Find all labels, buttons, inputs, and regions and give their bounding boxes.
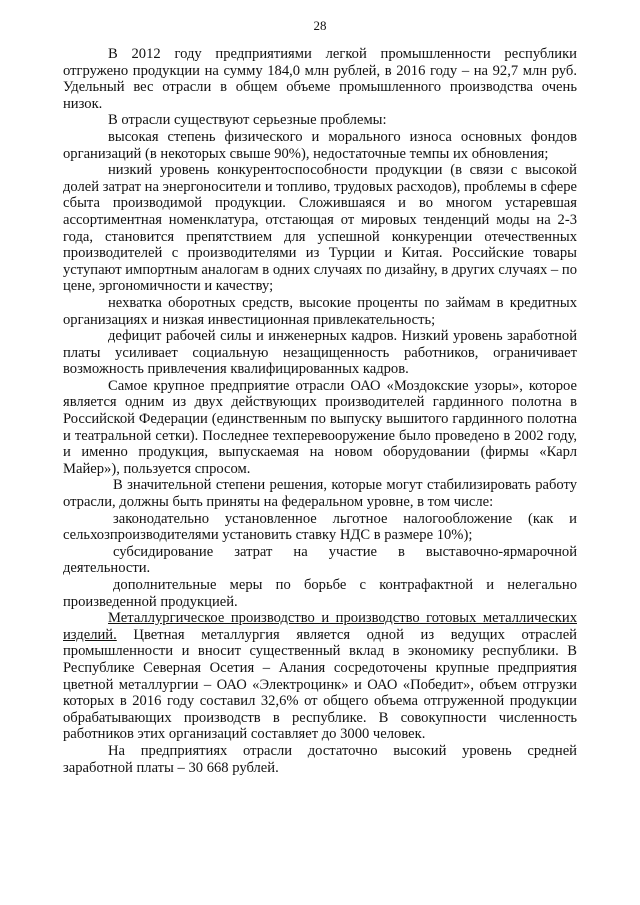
paragraph-metallurgy-text: Цветная металлургия является одной из ведущих отраслей промышленности и вносит существенный вклад в экономику республики. В Республике Северная Осетия – Алания сосредоточены крупные предприятия цветной металлургии – ОАО «Электроцинк» и ОАО «Победит», объем отгрузки которых в 2016 году составил 32,6% от общего объема отгруженной продукции обрабатывающих производств в республике. В совокупности численность работников этих организаций составляет до 3000 человек. [63, 626, 577, 743]
paragraph-problem-working-capital: нехватка оборотных средств, высокие проценты по займам в кредитных организациях и низкая инвестиционная привлекательность; [63, 294, 577, 328]
paragraph-problem-competitiveness: низкий уровень конкурентоспособности продукции (в связи с высокой долей затрат на энергоносители и топливо, трудовых расходов), проблемы в сфере сбыта производимой продукции. Сложившаяся и во многом устаревшая ассортиментная номенклатура, отстающая от мировых тенденций моды на 2-3 года, становится препятствием для успешной конкуренции отечественных производителей с производителями из Турции и Китая. Российские товары уступают импортным аналогам в одних случаях по дизайну, в других случаях – по цене, эргономичности и качеству; [63, 162, 577, 295]
section-heading-metallurgy: Металлургическое производство и производство готовых металлических изделий. [63, 610, 577, 643]
paragraph-problem-wear: высокая степень физического и морального износа основных фондов организаций (в некоторых свыше 90%), недостаточные темпы их обновления; [63, 128, 577, 162]
page-number: 28 [313, 18, 327, 33]
paragraph-mozdok-enterprise: Самое крупное предприятие отрасли ОАО «Моздокские узоры», которое является одним из двух действующих производителей гардинного полотна в Российской Федерации (единственным по выпуску вышитого гардинного полотна и театральной сетки). Последнее техперевооружение было проведено в 2002 году, и именно продукция, выпускаемая на новом оборудовании (фирмы «Карл Майер»), пользуется спросом. [63, 377, 577, 477]
paragraph-light-industry-shipments: В 2012 году предприятиями легкой промышленности республики отгружено продукции на сумму 184,0 млн рублей, в 2016 году – на 92,7 млн руб. Удельный вес отрасли в общем объеме промышленного производства очень низок. [63, 46, 577, 112]
paragraph-measure-counterfeit: дополнительные меры по борьбе с контрафактной и нелегально произведенной продукцией. [63, 577, 577, 610]
paragraph-metallurgy-salary: На предприятиях отрасли достаточно высокий уровень средней заработной платы – 30 668 рублей. [63, 742, 577, 776]
paragraph-metallurgy [63, 610, 577, 743]
paragraph-problem-labor-shortage: дефицит рабочей силы и инженерных кадров. Низкий уровень заработной платы усиливает социальную незащищенность работников, ограничивает возможность привлечения квалифицированных кадров. [63, 328, 577, 378]
document-body [63, 46, 577, 776]
paragraph-measure-subsidies: субсидирование затрат на участие в выставочно-ярмарочной деятельности. [63, 543, 577, 577]
paragraph-measure-tax: законодательно установленное льготное налогообложение (как и сельхозпроизводителями установить ставку НДС в размере 10%); [63, 510, 577, 544]
paragraph-problems-intro: В отрасли существуют серьезные проблемы: [108, 112, 387, 129]
paragraph-federal-measures: В значительной степени решения, которые могут стабилизировать работу отрасли, должны быть приняты на федеральном уровне, в том числе: [63, 477, 577, 511]
